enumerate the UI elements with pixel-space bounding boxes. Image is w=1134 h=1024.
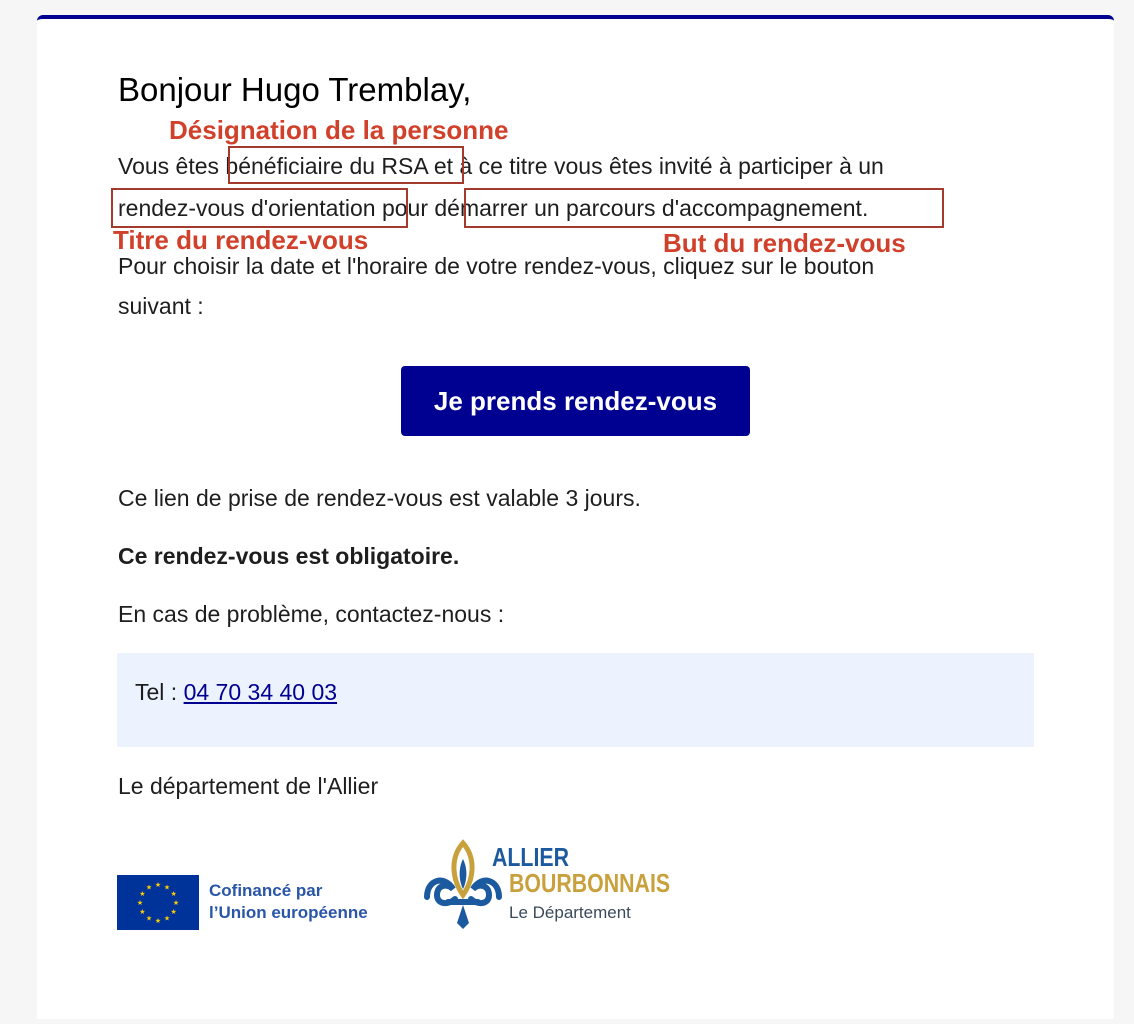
eu-star-icon: ★ — [145, 884, 153, 892]
greeting: Bonjour Hugo Tremblay, — [118, 71, 472, 108]
annotation-designation: Désignation de la personne — [169, 115, 509, 145]
appointment-purpose: démarrer un parcours d'accompagnement — [434, 195, 862, 221]
signature: Le département de l'Allier — [118, 773, 379, 799]
annotation-title: Titre du rendez-vous — [113, 225, 369, 255]
link-validity-text: Ce lien de prise de rendez-vous est valable 3 jours. — [118, 485, 641, 511]
highlight-box-purpose — [464, 188, 944, 228]
eu-star-icon: ★ — [136, 900, 144, 907]
intro-end: . — [861, 195, 869, 221]
intro-middle: pour — [375, 195, 435, 221]
instructions-line-1: Pour choisir la date et l'horaire de votre rendez-vous, cliquez sur le bouton — [118, 253, 875, 279]
intro-suffix: et à ce titre vous êtes invité à participer à un — [427, 153, 884, 179]
eu-star-icon: ★ — [139, 891, 146, 898]
email-card — [37, 15, 1114, 1019]
eu-star-icon: ★ — [172, 900, 180, 907]
eu-star-icon: ★ — [170, 909, 177, 916]
eu-star-icon: ★ — [170, 891, 177, 898]
intro-prefix: Vous êtes — [118, 153, 226, 179]
bourbonnais-wordmark: BOURBONNAIS — [509, 868, 671, 898]
contact-intro: En cas de problème, contactez-nous : — [118, 601, 505, 627]
highlight-box-title — [111, 188, 408, 228]
contact-box — [117, 653, 1034, 747]
eu-star-icon: ★ — [163, 915, 171, 923]
phone-line — [135, 679, 337, 706]
phone-label: Tel : — [135, 679, 184, 705]
phone-number-link[interactable]: 04 70 34 40 03 — [183, 679, 338, 705]
eu-star-icon: ★ — [163, 884, 171, 892]
eu-star-icon: ★ — [145, 915, 153, 923]
annotation-purpose: But du rendez-vous — [663, 228, 906, 258]
departement-subtitle: Le Département — [509, 903, 631, 922]
eu-line-2: l’Union européenne — [209, 903, 368, 922]
eu-cofinance-text — [209, 880, 368, 924]
appointment-title: rendez-vous d'orientation — [118, 195, 376, 221]
eu-flag-icon — [117, 875, 199, 930]
eu-star-icon: ★ — [154, 918, 162, 925]
eu-star-icon: ★ — [154, 882, 162, 889]
beneficiary-status: bénéficiaire du RSA — [225, 153, 428, 179]
fleur-de-lis-icon — [423, 839, 503, 931]
allier-wordmark: ALLIER — [492, 842, 569, 872]
eu-star-icon: ★ — [139, 909, 146, 916]
book-appointment-button[interactable]: Je prends rendez-vous — [401, 366, 750, 436]
mandatory-notice: Ce rendez-vous est obligatoire. — [118, 543, 460, 569]
eu-line-1: Cofinancé par — [209, 881, 323, 900]
instructions-line-2: suivant : — [118, 293, 204, 319]
highlight-box-designation — [228, 146, 464, 184]
